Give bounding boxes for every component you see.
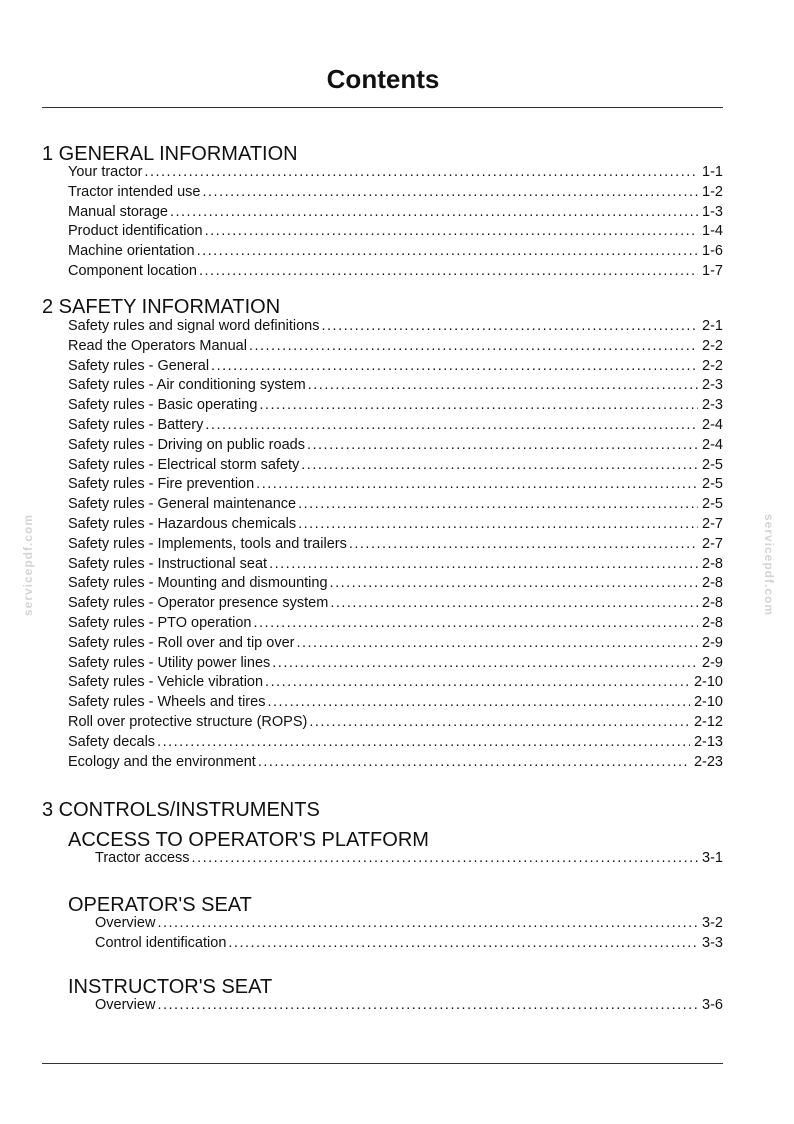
toc-entry-page-number: 2-8 [702, 595, 723, 612]
toc-entry-title: Safety rules - Driving on public roads [68, 436, 305, 453]
toc-entry[interactable] [68, 634, 723, 654]
toc-entry-title: Safety rules - Battery [68, 416, 204, 433]
toc-entry[interactable] [68, 183, 723, 203]
toc-entry-page-number: 2-10 [693, 694, 723, 711]
toc-entry-page-number: 1-6 [702, 243, 723, 260]
toc-entry-title: Safety rules - Mounting and dismounting [68, 575, 328, 592]
dot-leader [144, 163, 698, 183]
toc-entry-title: Overview [95, 997, 156, 1013]
toc-entry-page-number: 2-9 [702, 654, 723, 671]
chapter-heading-controls-instruments: 3 CONTROLS/INSTRUMENTS [42, 799, 320, 821]
toc-entry-page-number: 2-7 [702, 535, 723, 552]
toc-entry-title: Tractor intended use [68, 183, 201, 200]
toc-entry[interactable] [95, 914, 723, 934]
toc-entry[interactable] [68, 203, 723, 223]
toc-entry[interactable] [68, 733, 723, 753]
toc-entry-title: Machine orientation [68, 243, 195, 260]
toc-entry[interactable] [68, 673, 723, 693]
toc-entry[interactable] [68, 337, 723, 357]
toc-entry-title: Safety rules - PTO operation [68, 614, 252, 631]
toc-entry-title: Safety rules - Roll over and tip over [68, 634, 295, 651]
toc-entry-page-number: 2-13 [693, 733, 723, 750]
toc-entry-page-number: 2-12 [693, 713, 723, 730]
toc-entry-title: Safety rules - Implements, tools and trailers [68, 535, 347, 552]
toc-entry-page-number: 2-1 [702, 318, 723, 334]
toc-entry-page-number: 1-4 [702, 223, 723, 240]
toc-entry-title: Safety rules and signal word definitions [68, 318, 320, 334]
dot-leader [259, 396, 698, 416]
dot-leader [211, 357, 698, 377]
dot-leader [256, 475, 698, 495]
toc-entry-title: Control identification [95, 934, 227, 951]
toc-entry-page-number: 1-7 [702, 262, 723, 279]
toc-entry-page-number: 3-3 [702, 934, 723, 951]
toc-entry-page-number: 2-8 [702, 575, 723, 592]
toc-entry[interactable] [68, 693, 723, 713]
toc-entry[interactable] [68, 357, 723, 377]
dot-leader [267, 693, 690, 713]
toc-entry-title: Safety rules - Utility power lines [68, 654, 271, 671]
toc-entry-page-number: 2-4 [702, 436, 723, 453]
toc-entry[interactable] [95, 996, 723, 1016]
toc-entry-page-number: 2-5 [702, 496, 723, 513]
header-rule [42, 107, 723, 108]
toc-entry[interactable] [68, 475, 723, 495]
toc-entry-title: Safety decals [68, 733, 156, 750]
toc-entry[interactable] [68, 654, 723, 674]
toc-entry-page-number: 2-5 [702, 476, 723, 493]
toc-entry-page-number: 3-2 [702, 915, 723, 931]
toc-entry[interactable] [68, 713, 723, 733]
toc-entry-title: Safety rules - Instructional seat [68, 555, 268, 572]
toc-entry-title: Product identification [68, 223, 203, 240]
toc-entry-page-number: 2-8 [702, 555, 723, 572]
dot-leader [202, 183, 698, 203]
chapter-heading-safety-information: 2 SAFETY INFORMATION [42, 296, 281, 318]
toc-entry-page-number: 1-1 [702, 164, 723, 180]
toc-entry-title: Your tractor [68, 164, 143, 180]
toc-entry-page-number: 3-6 [702, 997, 723, 1013]
dot-leader [197, 242, 698, 262]
toc-entry[interactable] [68, 242, 723, 262]
watermark-left: servicepdf.com [21, 513, 35, 617]
toc-entry-title: Ecology and the environment [68, 753, 256, 770]
toc-entry-title: Safety rules - Basic operating [68, 397, 258, 414]
dot-leader [330, 594, 698, 614]
toc-entry-title: Roll over protective structure (ROPS) [68, 713, 308, 730]
toc-list-operators-seat [95, 914, 723, 954]
dot-leader [307, 436, 698, 456]
toc-entry[interactable] [68, 574, 723, 594]
toc-entry-page-number: 2-2 [702, 337, 723, 354]
toc-entry[interactable] [68, 222, 723, 242]
toc-entry-page-number: 1-3 [702, 203, 723, 220]
toc-entry-title: Safety rules - Operator presence system [68, 595, 329, 612]
dot-leader [170, 203, 698, 223]
toc-entry-page-number: 2-5 [702, 456, 723, 473]
toc-entry-page-number: 1-2 [702, 183, 723, 200]
toc-entry[interactable] [68, 515, 723, 535]
toc-entry-title: Manual storage [68, 203, 168, 220]
section-heading-operators-seat: OPERATOR'S SEAT [68, 894, 252, 916]
toc-entry-page-number: 2-9 [702, 634, 723, 651]
toc-entry-title: Safety rules - Hazardous chemicals [68, 515, 297, 532]
toc-entry[interactable] [68, 753, 723, 773]
toc-entry[interactable] [68, 416, 723, 436]
dot-leader [205, 222, 698, 242]
dot-leader [269, 555, 698, 575]
dot-leader [330, 574, 698, 594]
toc-entry-page-number: 2-10 [693, 674, 723, 691]
toc-entry-title: Safety rules - Fire prevention [68, 476, 255, 493]
dot-leader [298, 495, 698, 515]
toc-entry-title: Safety rules - General maintenance [68, 496, 297, 513]
dot-leader [296, 634, 698, 654]
dot-leader [321, 317, 698, 337]
toc-entry-title: Safety rules - Electrical storm safety [68, 456, 300, 473]
toc-entry-title: Read the Operators Manual [68, 337, 247, 354]
dot-leader [157, 996, 698, 1016]
toc-list-general-information [68, 163, 723, 282]
toc-entry-page-number: 3-1 [702, 850, 723, 866]
toc-entry[interactable] [68, 317, 723, 337]
toc-entry-page-number: 2-4 [702, 416, 723, 433]
dot-leader [301, 456, 698, 476]
toc-entry[interactable] [68, 163, 723, 183]
dot-leader [309, 713, 690, 733]
section-heading-instructors-seat: INSTRUCTOR'S SEAT [68, 976, 273, 998]
dot-leader [254, 614, 699, 634]
section-heading-access-platform: ACCESS TO OPERATOR'S PLATFORM [68, 829, 429, 851]
dot-leader [298, 515, 698, 535]
dot-leader [272, 654, 698, 674]
toc-entry-title: Safety rules - Air conditioning system [68, 377, 306, 394]
dot-leader [157, 733, 690, 753]
toc-entry-title: Safety rules - Wheels and tires [68, 694, 266, 711]
toc-entry-title: Safety rules - Vehicle vibration [68, 674, 264, 691]
toc-entry[interactable] [95, 934, 723, 954]
toc-entry[interactable] [68, 495, 723, 515]
dot-leader [265, 673, 690, 693]
toc-entry[interactable] [68, 614, 723, 634]
dot-leader [157, 914, 698, 934]
toc-entry-page-number: 2-3 [702, 377, 723, 394]
dot-leader [199, 262, 698, 282]
toc-entry-page-number: 2-23 [693, 753, 723, 770]
dot-leader [192, 849, 698, 869]
dot-leader [349, 535, 698, 555]
toc-entry[interactable] [68, 376, 723, 396]
toc-entry-page-number: 2-7 [702, 515, 723, 532]
footer-rule [42, 1063, 723, 1064]
toc-entry-title: Tractor access [95, 850, 190, 866]
toc-list-safety-information [68, 317, 723, 772]
toc-entry[interactable] [68, 396, 723, 416]
toc-entry-title: Component location [68, 262, 197, 279]
toc-list-instructors-seat [95, 996, 723, 1016]
toc-entry-page-number: 2-8 [702, 614, 723, 631]
toc-entry[interactable] [68, 262, 723, 282]
toc-entry-page-number: 2-3 [702, 397, 723, 414]
toc-list-access-platform [95, 849, 723, 869]
toc-entry[interactable] [68, 594, 723, 614]
toc-entry[interactable] [68, 456, 723, 476]
dot-leader [205, 416, 698, 436]
dot-leader [249, 337, 698, 357]
chapter-heading-general-information: 1 GENERAL INFORMATION [42, 143, 298, 165]
page-title: Contents [326, 64, 440, 94]
watermark-right: servicepdf.com [762, 513, 776, 617]
toc-entry[interactable] [68, 555, 723, 575]
dot-leader [308, 376, 698, 396]
toc-entry[interactable] [68, 535, 723, 555]
toc-entry[interactable] [68, 436, 723, 456]
toc-entry-title: Safety rules - General [68, 357, 210, 374]
dot-leader [258, 753, 690, 773]
dot-leader [228, 934, 698, 954]
toc-entry-page-number: 2-2 [702, 357, 723, 374]
toc-entry[interactable] [95, 849, 723, 869]
toc-entry-title: Overview [95, 915, 156, 931]
